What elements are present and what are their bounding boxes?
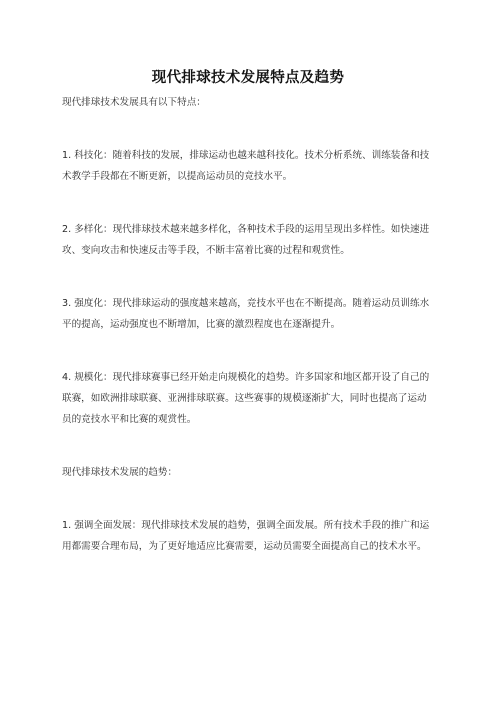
trend-heading: 现代排球技术发展的趋势： bbox=[62, 467, 178, 478]
feature-paragraph-3: 3. 强度化：现代排球运动的强度越来越高，竞技水平也在不断提高。随着运动员训练水平的提高，运动强度也不断增加，比赛的激烈程度也在逐渐提升。 bbox=[62, 298, 430, 330]
feature-paragraph-4: 4. 规模化：现代排球赛事已经开始走向规模化的趋势。许多国家和地区都开设了自己的联赛，如欧洲排球联赛、亚洲排球联赛。这些赛事的规模逐渐扩大，同时也提高了运动员的竞技水平和比赛的观赏性。 bbox=[62, 372, 430, 425]
feature-paragraph-1: 1. 科技化：随着科技的发展，排球运动也越来越科技化。技术分析系统、训练装备和技术教学手段都在不断更新，以提高运动员的竞技水平。 bbox=[62, 150, 430, 182]
trend-paragraph-1: 1. 强调全面发展：现代排球技术发展的趋势，强调全面发展。所有技术手段的推广和运用都需要合理布局，为了更好地适应比赛需要，运动员需要全面提高自己的技术水平。 bbox=[62, 520, 430, 552]
feature-paragraph-2: 2. 多样化：现代排球技术越来越多样化，各种技术手段的运用呈现出多样性。如快速进攻、变向攻击和快速反击等手段，不断丰富着比赛的过程和观赏性。 bbox=[62, 224, 430, 256]
document-title: 现代排球技术发展特点及趋势 bbox=[151, 70, 345, 86]
intro-paragraph: 现代排球技术发展具有以下特点： bbox=[62, 97, 206, 108]
